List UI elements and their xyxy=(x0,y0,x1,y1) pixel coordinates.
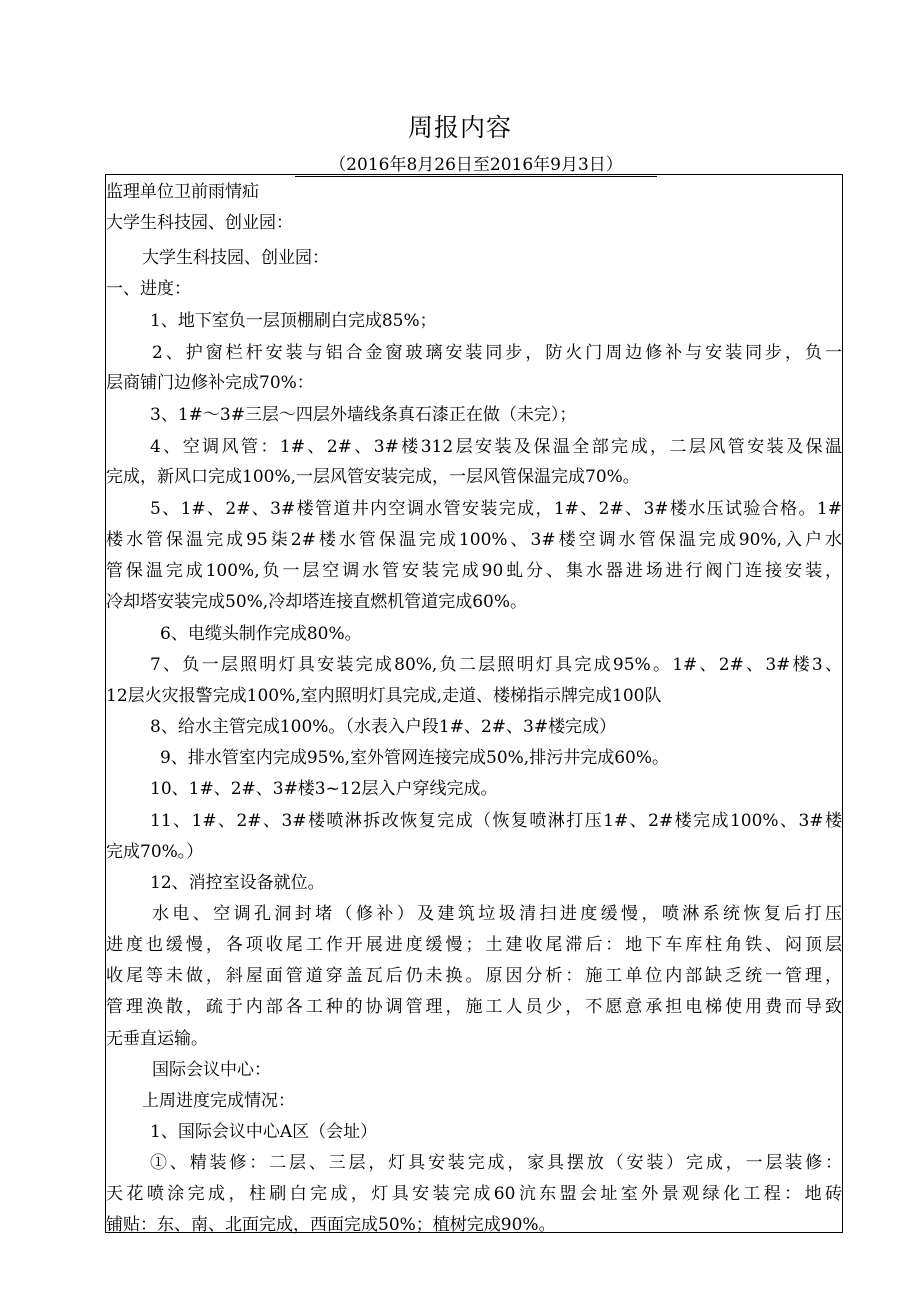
text-line: 大学生科技园、创业园： xyxy=(106,213,293,233)
date-range-subtitle: （2016年8月26日至2016年9月3日） xyxy=(295,150,657,177)
text-line: 6、电缆头制作完成80%。 xyxy=(160,624,362,644)
text-line: ①、精装修：二层、三层，灯具安装完成，家具摆放（安装）完成，一层装修： xyxy=(150,1153,842,1173)
text-line: 管理涣散，疏于内部各工种的协调管理，施工人员少，不愿意承担电梯使用费而导致 xyxy=(106,997,842,1017)
text-line: 3、1#～3#三层～四层外墙线条真石漆正在做（未完）； xyxy=(150,405,577,425)
text-line: 一、进度： xyxy=(106,279,191,299)
text-line: 冷却塔安装完成50%,冷却塔连接直燃机管道完成60%。 xyxy=(106,592,527,612)
text-line: 2、护窗栏杆安装与铝合金窗玻璃安装同步，防火门周边修补与安装同步，负一 xyxy=(152,343,842,363)
text-line: 大学生科技园、创业园： xyxy=(142,248,329,268)
text-line: 4、空调风管：1#、2#、3#楼312层安装及保温全部完成，二层风管安装及保温 xyxy=(150,437,842,457)
text-line: 1、地下室负一层顶棚刷白完成85%； xyxy=(150,311,437,331)
text-line: 9、排水管室内完成95%,室外管网连接完成50%,排污井完成60%。 xyxy=(160,748,669,768)
text-line: 收尾等未做，斜屋面管道穿盖瓦后仍未换。原因分析：施工单位内部缺乏统一管理， xyxy=(106,966,842,986)
text-line: 国际会议中心： xyxy=(152,1060,271,1080)
text-line: 12层火灾报警完成100%,室内照明灯具完成,走道、楼梯指示牌完成100队 xyxy=(106,686,662,706)
text-line: 12、消控室设备就位。 xyxy=(150,873,325,893)
text-line: 水电、空调孔洞封堵（修补）及建筑垃圾清扫进度缓慢，喷淋系统恢复后打压 xyxy=(152,904,842,924)
text-line: 11、1#、2#、3#楼喷淋拆改恢复完成（恢复喷淋打压1#、2#楼完成100%、3#楼 xyxy=(150,811,842,831)
text-line: 完成，新风口完成100%,一层风管安装完成，一层风管保温完成70%。 xyxy=(106,467,640,487)
text-line: 铺贴：东、南、北面完成，西面完成50%；植树完成90%。 xyxy=(106,1215,556,1235)
text-line: 上周进度完成情况： xyxy=(142,1091,295,1111)
text-line: 管保温完成100%,负一层空调水管安装完成90虬分、集水器进场进行阀门连接安装， xyxy=(106,561,842,581)
text-line: 天花喷涂完成，柱刷白完成，灯具安装完成60沆东盟会址室外景观绿化工程：地砖 xyxy=(106,1184,842,1204)
page-title: 周报内容 xyxy=(407,113,512,142)
text-line: 楼水管保温完成95柒2#楼水管保温完成100%、3#楼空调水管保温完成90%,入户水 xyxy=(106,530,842,550)
text-line: 监理单位卫前雨情疝 xyxy=(106,182,259,202)
text-line: 10、1#、2#、3#楼3~12层入户穿线完成。 xyxy=(150,779,498,799)
text-line: 5、1#、2#、3#楼管道井内空调水管安装完成，1#、2#、3#楼水压试验合格。1# xyxy=(150,499,842,519)
text-line: 1、国际会议中心A区（会址） xyxy=(150,1122,378,1142)
text-line: 8、给水主管完成100%。（水表入户段1#、2#、3#楼完成） xyxy=(150,717,617,737)
text-line: 进度也缓慢，各项收尾工作开展进度缓慢；土建收尾滞后：地下车库柱角铁、闷顶层 xyxy=(106,935,842,955)
text-line: 无垂直运输。 xyxy=(106,1029,208,1049)
text-line: 完成70%。） xyxy=(106,842,204,862)
text-line: 层商铺门边修补完成70%： xyxy=(106,373,314,393)
text-line: 7、负一层照明灯具安装完成80%,负二层照明灯具完成95%。1#、2#、3#楼3、 xyxy=(150,655,842,675)
